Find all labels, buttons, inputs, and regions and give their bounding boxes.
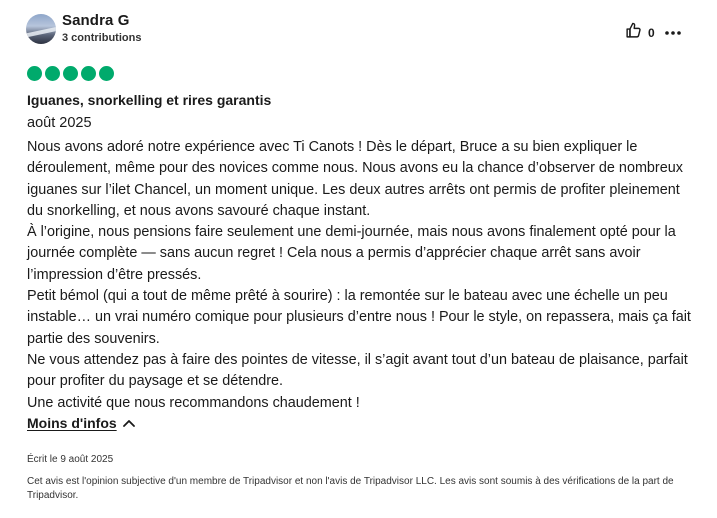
review-title: Iguanes, snorkelling et rires garantis	[27, 92, 272, 108]
written-date: Écrit le 9 août 2025	[27, 454, 114, 465]
more-options-button[interactable]	[663, 23, 683, 41]
review-paragraph: À l’origine, nous pensions faire seulement une demi-journée, mais nous avons finalement opté pour la journée complète — sans aucun regret ! Cela nous a permis d’apprécier chaque arrêt sans avoir l’impression d’être pressés.	[27, 224, 676, 283]
review-paragraph: Ne vous attendez pas à faire des pointes de vitesse, il s’agit avant tout d’un bateau de plaisance, parfait pour profiter du paysage et se détendre.	[27, 351, 688, 390]
review-paragraph: Petit bémol (qui a tout de même prêté à sourire) : la remontée sur le bateau avec une échelle un peu instable… un vrai numéro comique pour plusieurs d’entre nous ! Pour le style, on repassera, mais ça fait partie des souvenirs.	[27, 288, 691, 347]
less-info-label: Moins d'infos	[27, 415, 117, 431]
avatar[interactable]	[26, 14, 56, 44]
helpful-vote-button[interactable]	[625, 24, 655, 42]
reviewer-name[interactable]: Sandra G	[62, 12, 130, 29]
more-horizontal-icon	[665, 23, 681, 41]
thumbs-up-icon	[625, 22, 642, 44]
avatar-image-detail	[26, 26, 56, 38]
less-info-link[interactable]	[27, 414, 135, 432]
rating-bubble	[81, 66, 96, 81]
reviewer-contributions: 3 contributions	[62, 32, 142, 44]
review-body	[27, 137, 692, 414]
review-paragraph: Nous avons adoré notre expérience avec Ti Canots ! Dès le départ, Bruce a su bien expliquer le déroulement, même pour des novices comme nous. Nous avons eu la chance d’observer de nombreux iguanes sur l’ilet Chancel, un moment unique. Les deux autres arrêts ont permis de profiter pleinement du snorkelling, et nous avons savouré chaque instant.	[27, 139, 683, 219]
review-disclaimer: Cet avis est l'opinion subjective d'un membre de Tripadvisor et non l'avis de Tripadvisor LLC. Les avis sont soumis à des vérifications de la part de Tripadvisor.	[27, 476, 674, 501]
rating-bubble	[63, 66, 78, 81]
rating-bubble	[27, 66, 42, 81]
chevron-up-icon	[123, 414, 135, 432]
rating-bubbles	[27, 66, 114, 81]
review-date: août 2025	[27, 115, 92, 131]
rating-bubble	[99, 66, 114, 81]
helpful-count: 0	[648, 26, 655, 40]
review-paragraph: Une activité que nous recommandons chaudement !	[27, 394, 360, 411]
rating-bubble	[45, 66, 60, 81]
